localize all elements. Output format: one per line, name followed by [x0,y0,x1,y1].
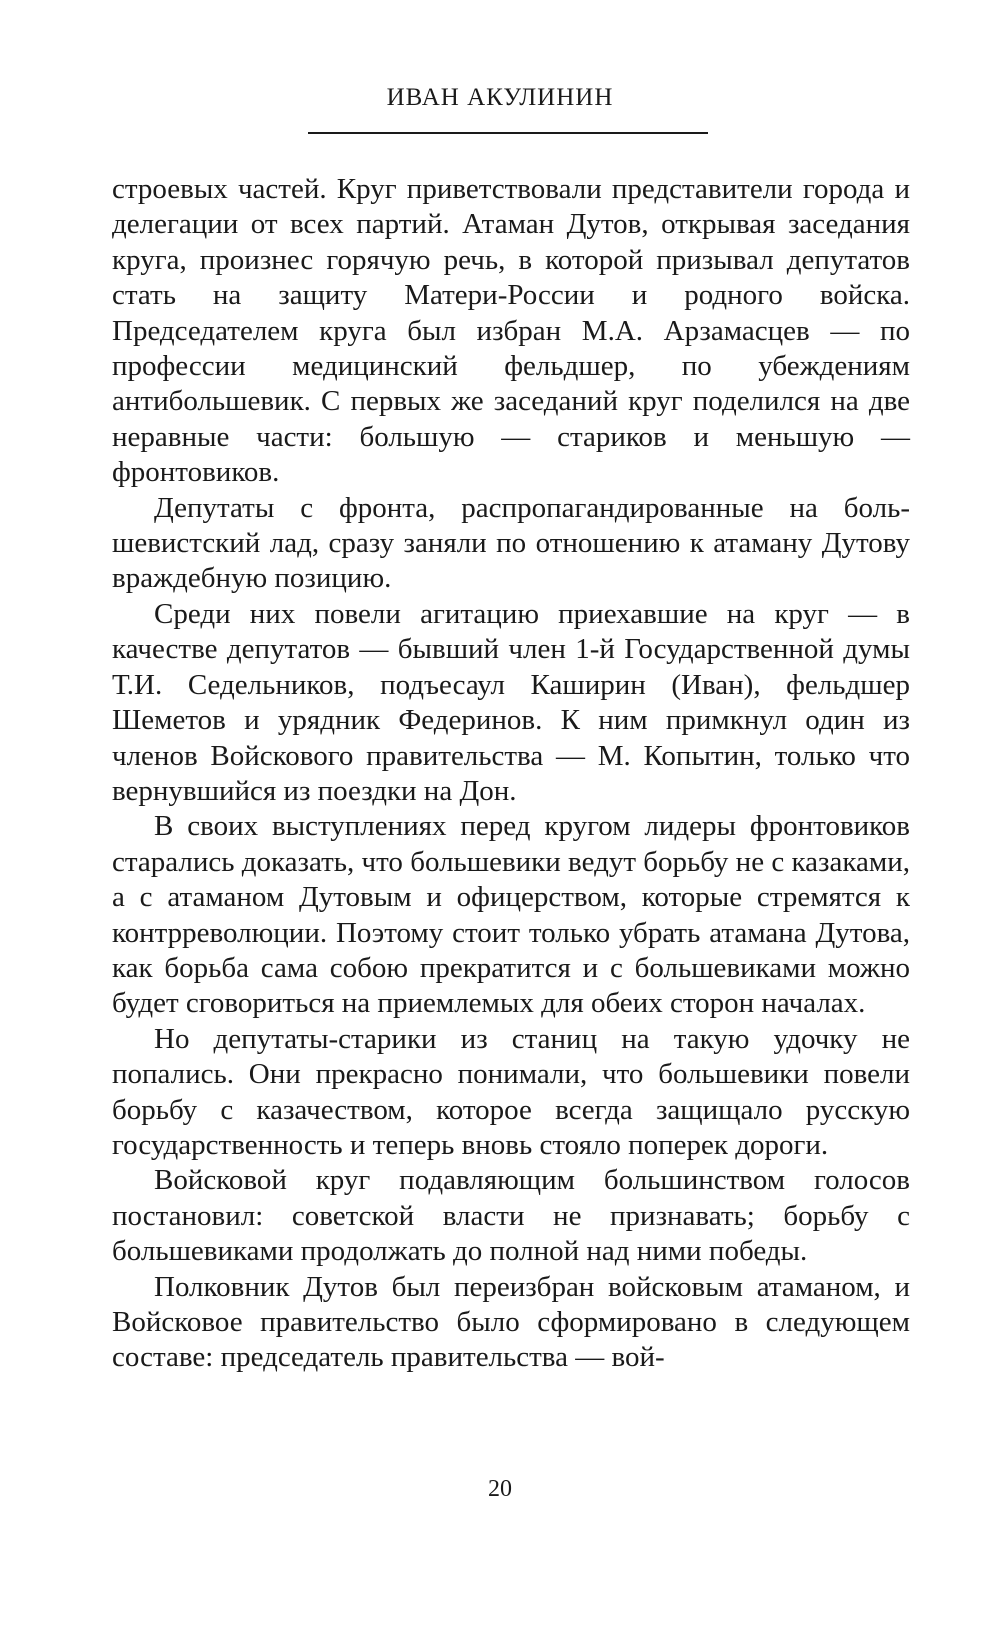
paragraph-5: Но депутаты-старики из станиц на такую удочку не попались. Они прекрасно понимали, что большевики повели борьбу с казачеством, которое всегда защищало русскую государственность и теперь вновь стояло поперек дороги. [112,1022,910,1161]
running-head: ИВАН АКУЛИНИН [386,84,614,111]
paragraph-2: Депутаты с фронта, распропагандированные на большевистский лад, сразу заняли по отношению к атаману Дутову враждебную позицию. [112,491,910,595]
paragraph-4: В своих выступлениях перед кругом лидеры фронтовиков старались доказать, что большевики ведут борьбу не с казаками, а с атаманом Дутовым и офицерством, которые стремятся к контрреволюции. Поэтому стоит только убрать атамана Дутова, как борьба сама собою прекратится и с большевиками можно будет сговориться на приемлемых для обеих сторон началах. [112,810,910,1020]
body-text [112,172,910,1376]
paragraph-7: Полковник Дутов был переизбран войсковым атаманом, и Войсковое правительство было сформировано в следующем составе: председатель правительства — вой- [112,1270,910,1374]
paragraph-1: строевых частей. Круг приветствовали представители города и делегации от всех партий. Атаман Дутов, открывая заседания круга, произнес горячую речь, в которой призывал депутатов стать на защиту Матери-России и родного войска. Председателем круга был избран М.А. Арзамасцев — по профессии медицинский фельдшер, по убеждениям антибольшевик. С первых же заседаний круг поделился на две неравные части: большую — стариков и меньшую — фронтовиков. [112,173,910,489]
header-rule [308,132,708,134]
page-number: 20 [488,1476,512,1502]
paragraph-3: Среди них повели агитацию приехавшие на круг — в качестве депутатов — бывший член 1-й Государственной думы Т.И. Седельников, подъесаул Каширин (Иван), фельдшер Шеметов и урядник Федеринов. К ним примкнул один из членов Войскового правительства — М. Копытин, только что вернувшийся из поездки на Дон. [112,597,910,807]
paragraph-6: Войсковой круг подавляющим большинством голосов постановил: советской власти не признавать; борьбу с большевиками продолжать до полной над ними победы. [112,1164,910,1268]
